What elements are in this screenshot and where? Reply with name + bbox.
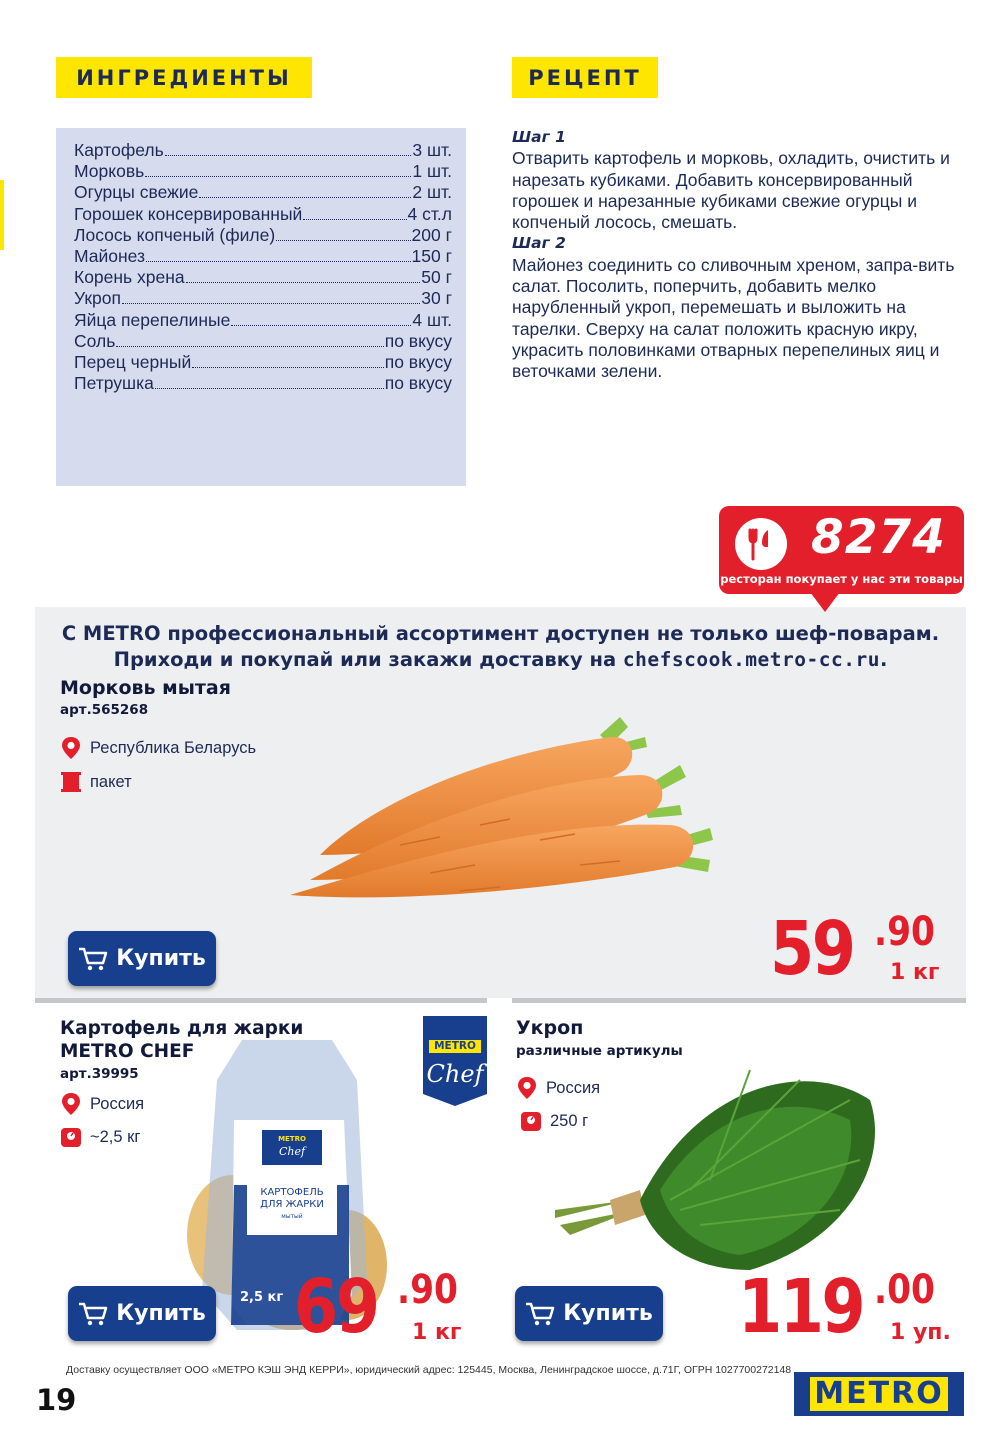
step-label: Шаг 1 xyxy=(512,128,566,146)
product-subtitle-dill: различные артикулы xyxy=(516,1043,683,1059)
leader-dots xyxy=(122,303,420,304)
cart-icon xyxy=(78,1301,108,1327)
scale-icon xyxy=(520,1109,542,1133)
ingredient-qty: 150 г xyxy=(411,246,452,267)
leader-dots xyxy=(145,176,411,177)
ingredient-name: Перец черный xyxy=(74,352,192,373)
metro-logo xyxy=(794,1372,964,1416)
ingredient-qty: по вкусу xyxy=(384,352,452,373)
ingredient-qty: 200 г xyxy=(411,224,452,245)
location-pin-icon xyxy=(60,1092,82,1116)
buy-button-carrot[interactable] xyxy=(68,931,216,986)
page-number: 19 xyxy=(36,1383,77,1417)
divider xyxy=(35,998,487,1003)
ingredient-qty: 50 г xyxy=(421,267,452,288)
price-integer-dill: 119 xyxy=(738,1264,864,1350)
restaurant-caption: ресторан покупает у нас эти товары xyxy=(720,572,963,586)
package-text: пакет xyxy=(90,772,132,791)
ingredient-name: Яйца перепелиные xyxy=(74,309,231,330)
product-article-carrot: арт.565268 xyxy=(60,702,149,718)
ingredient-row xyxy=(74,331,452,352)
buy-button-potato[interactable] xyxy=(68,1286,216,1341)
ingredient-name: Корень хрена xyxy=(74,267,185,288)
ingredient-qty: 4 ст.л xyxy=(407,203,452,224)
ingredient-qty: 1 шт. xyxy=(412,161,452,182)
chef-badge-bottom: Chef xyxy=(426,1060,484,1088)
ingredient-row xyxy=(74,140,452,161)
carrot-image xyxy=(280,715,730,910)
step-label: Шаг 2 xyxy=(512,234,566,253)
ingredient-name: Лосось копченый (филе) xyxy=(74,224,276,245)
leader-dots xyxy=(192,367,383,368)
bag-label xyxy=(247,1187,337,1223)
bag-brand-bottom: Chef xyxy=(278,1145,306,1158)
side-accent-bar xyxy=(0,180,4,250)
origin-info xyxy=(60,736,256,760)
product-name-carrot: Морковь мытая xyxy=(60,677,231,699)
ingredient-row xyxy=(74,373,452,394)
price-decimal-potato: .90 xyxy=(397,1267,458,1313)
step-text: Отварить картофель и морковь, охладить, очистить и нарезать кубиками. Добавить консервированный горошек и нарезанные кубиками свежие огурцы и копченый лосось, смешать. xyxy=(512,148,950,233)
cart-icon xyxy=(78,946,108,972)
ingredient-name: Укроп xyxy=(74,288,121,309)
restaurant-count: 8274 xyxy=(811,510,946,565)
recipe-text xyxy=(512,127,972,383)
recipe-heading: РЕЦЕПТ xyxy=(512,57,658,98)
package-info xyxy=(60,770,132,794)
buy-label: Купить xyxy=(116,946,206,971)
ingredient-qty: 2 шт. xyxy=(412,182,452,203)
badge-pointer xyxy=(810,592,840,612)
leader-dots xyxy=(199,197,411,198)
price-integer-carrot: 59 xyxy=(770,906,854,992)
chef-badge-top: METRO xyxy=(434,1040,476,1052)
ingredient-row xyxy=(74,267,452,288)
ingredient-row xyxy=(74,352,452,373)
origin-info xyxy=(60,1092,144,1116)
promo-period: . xyxy=(879,648,888,671)
ingredient-row xyxy=(74,310,452,331)
location-pin-icon xyxy=(60,736,82,760)
price-integer-potato: 69 xyxy=(294,1264,378,1350)
price-decimal-carrot: .90 xyxy=(874,909,935,955)
promo-line2 xyxy=(35,647,966,673)
restaurant-badge xyxy=(719,506,964,594)
bag-label-line1: КАРТОФЕЛЬ xyxy=(260,1187,324,1198)
price-unit-dill: 1 уп. xyxy=(890,1320,951,1345)
cutlery-icon xyxy=(735,518,787,570)
metro-logo-text: METRO xyxy=(810,1377,947,1411)
ingredient-row xyxy=(74,288,452,309)
ingredient-row xyxy=(74,161,452,182)
price-decimal-dill: .00 xyxy=(874,1267,935,1313)
origin-text: Россия xyxy=(90,1094,145,1113)
promo-text xyxy=(35,621,966,673)
promo-line2-text: Приходи и покупай или закажи доставку на xyxy=(113,648,623,671)
legal-note: Доставку осуществляет ООО «МЕТРО КЭШ ЭНД КЕРРИ», юридический адрес: 125445, Москва, Ленинградское шоссе, д.71Г, ОГРН 1027700272148 xyxy=(66,1364,792,1376)
bag-label-line3: мытый xyxy=(281,1213,303,1220)
weight-info xyxy=(60,1125,140,1149)
step-text: Майонез соединить со сливочным хреном, запра-вить салат. Посолить, поперчить, добавить мелко нарубленный укроп, перемешать и выложить на тарелки. Сверху на салат положить красную икру, украсить половинками отварных перепелиных яиц и веточками зелени. xyxy=(512,254,955,382)
buy-button-dill[interactable] xyxy=(515,1286,663,1341)
ingredient-qty: 3 шт. xyxy=(412,140,452,160)
ingredient-row xyxy=(74,225,452,246)
leader-dots xyxy=(155,388,384,389)
origin-text: Россия xyxy=(546,1078,601,1097)
ingredient-qty: по вкусу xyxy=(384,330,452,351)
promo-line1: С METRO профессиональный ассортимент доступен не только шеф-поварам. xyxy=(61,622,940,645)
cart-icon xyxy=(525,1301,555,1327)
bag-weight: 2,5 кг xyxy=(240,1290,284,1305)
ingredients-list xyxy=(56,128,466,486)
leader-dots xyxy=(146,261,410,262)
bag-brand-top: METRO xyxy=(278,1135,306,1143)
ingredient-row xyxy=(74,246,452,267)
product-name-line2: METRO CHEF xyxy=(60,1041,195,1062)
ingredient-qty: 4 шт. xyxy=(412,309,452,330)
ingredient-name: Морковь xyxy=(74,161,145,182)
package-icon xyxy=(60,770,82,794)
ingredient-name: Картофель xyxy=(74,140,164,160)
price-unit-carrot: 1 кг xyxy=(890,960,940,985)
buy-label: Купить xyxy=(116,1301,206,1326)
leader-dots xyxy=(116,346,383,347)
ingredient-name: Майонез xyxy=(74,246,146,267)
scale-icon xyxy=(60,1125,82,1149)
location-pin-icon xyxy=(516,1076,538,1100)
ingredient-name: Огурцы свежие xyxy=(74,182,199,203)
leader-dots xyxy=(276,240,410,241)
ingredient-name: Петрушка xyxy=(74,373,154,394)
leader-dots xyxy=(186,282,421,283)
ingredient-name: Горошек консервированный xyxy=(74,203,303,224)
ingredient-name: Соль xyxy=(74,330,116,351)
ingredient-row xyxy=(74,204,452,225)
product-name-dill: Укроп xyxy=(516,1017,584,1039)
bag-label-line2: ДЛЯ ЖАРКИ xyxy=(260,1199,324,1210)
dill-image xyxy=(550,1040,890,1280)
leader-dots xyxy=(303,219,406,220)
leader-dots xyxy=(231,325,411,326)
ingredients-heading: ИНГРЕДИЕНТЫ xyxy=(56,57,312,98)
weight-text: ~2,5 кг xyxy=(90,1127,141,1146)
divider xyxy=(512,998,966,1003)
origin-text: Республика Беларусь xyxy=(90,738,257,757)
leader-dots xyxy=(165,155,412,156)
price-unit-potato: 1 кг xyxy=(412,1320,462,1345)
product-name-line1: Картофель для жарки xyxy=(60,1018,304,1039)
weight-text: 250 г xyxy=(550,1111,589,1130)
promo-link[interactable]: chefscook.metro-cc.ru xyxy=(622,648,880,671)
product-article-potato: арт.39995 xyxy=(60,1066,139,1082)
ingredient-row xyxy=(74,182,452,203)
buy-label: Купить xyxy=(563,1301,653,1326)
ingredient-qty: по вкусу xyxy=(384,373,452,394)
ingredient-qty: 30 г xyxy=(421,288,452,309)
